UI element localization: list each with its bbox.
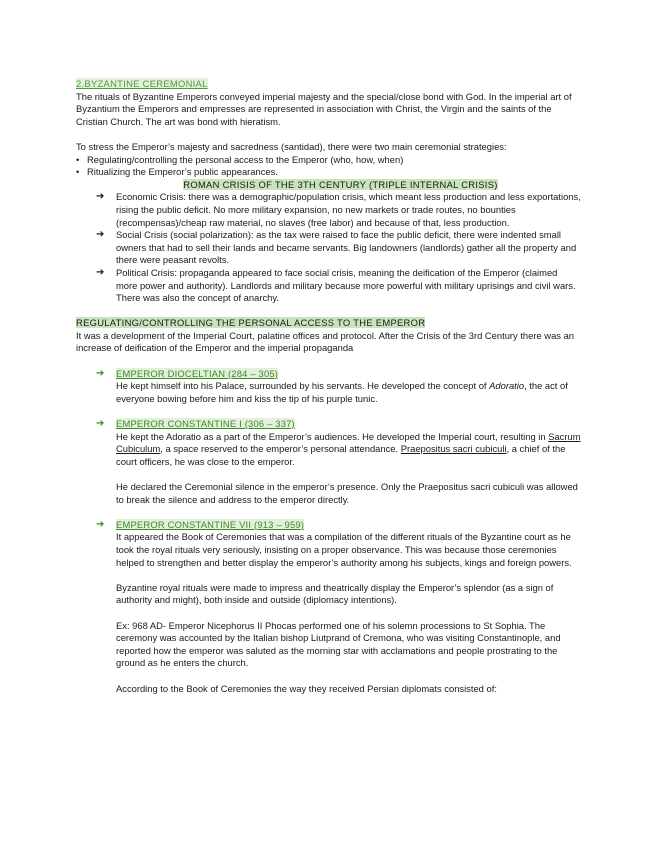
section-title: 2.BYZANTINE CEREMONIAL <box>76 78 208 89</box>
constantine-vii-section <box>96 519 581 695</box>
list-item: ➔ Social Crisis (social polarization): as the tax were raised to face the public deficit, there were indented small owners that had to sell their lands and became servants. Big landowners (landlords) gather all the property and there were peasant revolts. <box>96 229 577 266</box>
intro-paragraph: The rituals of Byzantine Emperors conveyed imperial majesty and the special/close bond with God. In the imperial art of Byzantium the Emperors and empresses are represented in association with Christ, the Virgin and the saints of the Cristian Church. The art was bond with hieratism. <box>76 90 572 127</box>
emperor-paragraph: He declared the Ceremonial silence in the emperor’s presence. Only the Praepositus sacri cubiculi was allowed to break the silence and address to the emperor directly. <box>116 481 578 505</box>
diocletian-section <box>96 368 581 406</box>
regulating-heading: REGULATING/CONTROLLING THE PERSONAL ACCESS TO THE EMPEROR <box>76 317 426 329</box>
document-page <box>76 78 581 695</box>
arrow-icon: ➔ <box>96 367 105 379</box>
regulating-paragraph: It was a development of the Imperial Court, palatine offices and protocol. After the Crisis of the 3rd Century there was an increase of deification of the Emperor and the imperial propaganda <box>76 329 575 354</box>
emperor-paragraph: Byzantine royal rituals were made to impress and theatrically display the Emperor’s splendor (as a sign of authority and might), both inside and outside (diplomacy intentions). <box>116 581 554 606</box>
emperor-paragraph: He kept himself into his Palace, surrounded by his servants. He developed the concept of Adoratio, the act of everyone bowing before him and kiss the tip of his purple tunic. <box>116 380 568 404</box>
constantine-i-section <box>96 418 581 506</box>
list-item: ➔ Economic Crisis: there was a demographic/population crisis, which meant less production and less exportations, rising the public deficit. No more military expansion, no new markets or trade routes, no bounties (recompensas)/cheap raw material, no slaves (free labor) and because of that, less production. <box>96 191 581 228</box>
list-item: ➔ Political Crisis: propaganda appeared to face social crisis, meaning the deification of the Emperor (claimed more power and authority). Landlords and military because more powerful with military uprisings and civil wars. There was also the concept of anarchy. <box>96 266 576 304</box>
arrow-icon: ➔ <box>96 229 105 241</box>
list-item: • Ritualizing the Emperor’s public appearances. <box>76 166 581 179</box>
strategies-intro: To stress the Emperor’s majesty and sacredness (santidad), there were two main ceremonial strategies: <box>76 140 507 152</box>
arrow-icon: ➔ <box>96 418 105 430</box>
list-item: • Regulating/controlling the personal access to the Emperor (who, how, when) <box>76 154 581 167</box>
emperor-title: EMPEROR CONSTANTINE I (306 – 337) <box>116 418 295 430</box>
arrow-icon: ➔ <box>96 191 105 203</box>
emperor-paragraph: Ex: 968 AD- Emperor Nicephorus II Phocas performed one of his solemn processions to St Sophia. The ceremony was accounted by the Italian bishop Liutprand of Cremona, who was visiting Constantinople, and reported how the emperor was saluted as the morning star with acclamations and people prostrating to the ground as he enters the church. <box>116 619 561 669</box>
crisis-list <box>96 191 581 304</box>
strategies-list <box>76 154 581 179</box>
emperor-paragraph: According to the Book of Ceremonies the way they received Persian diplomats consisted of: <box>116 682 497 694</box>
crisis-heading: ROMAN CRISIS OF THE 3TH CENTURY (TRIPLE INTERNAL CRISIS) <box>183 178 498 190</box>
emperor-title: EMPEROR CONSTANTINE VII (913 – 959) <box>116 518 305 530</box>
arrow-icon: ➔ <box>96 266 105 278</box>
emperor-paragraph: It appeared the Book of Ceremonies that was a compilation of the different rituals of the Byzantine court as he took the royal rituals very seriously, insisting on a proper observance. This was because those ceremonies helped to strengthen and better display the emperor’s authority among his subjects, kings and foreign powers. <box>116 531 572 568</box>
emperor-title: EMPEROR DIOCELTIAN (284 – 305) <box>116 367 279 379</box>
arrow-icon: ➔ <box>96 518 105 530</box>
emperor-paragraph: He kept the Adoratio as a part of the Emperor’s audiences. He developed the Imperial court, resulting in Sacrum Cubiculum, a space reserved to the emperor’s personal attendance. Praepositus sacri cubiculi, a chief of the court officers, he was close to the emperor. <box>116 430 581 467</box>
